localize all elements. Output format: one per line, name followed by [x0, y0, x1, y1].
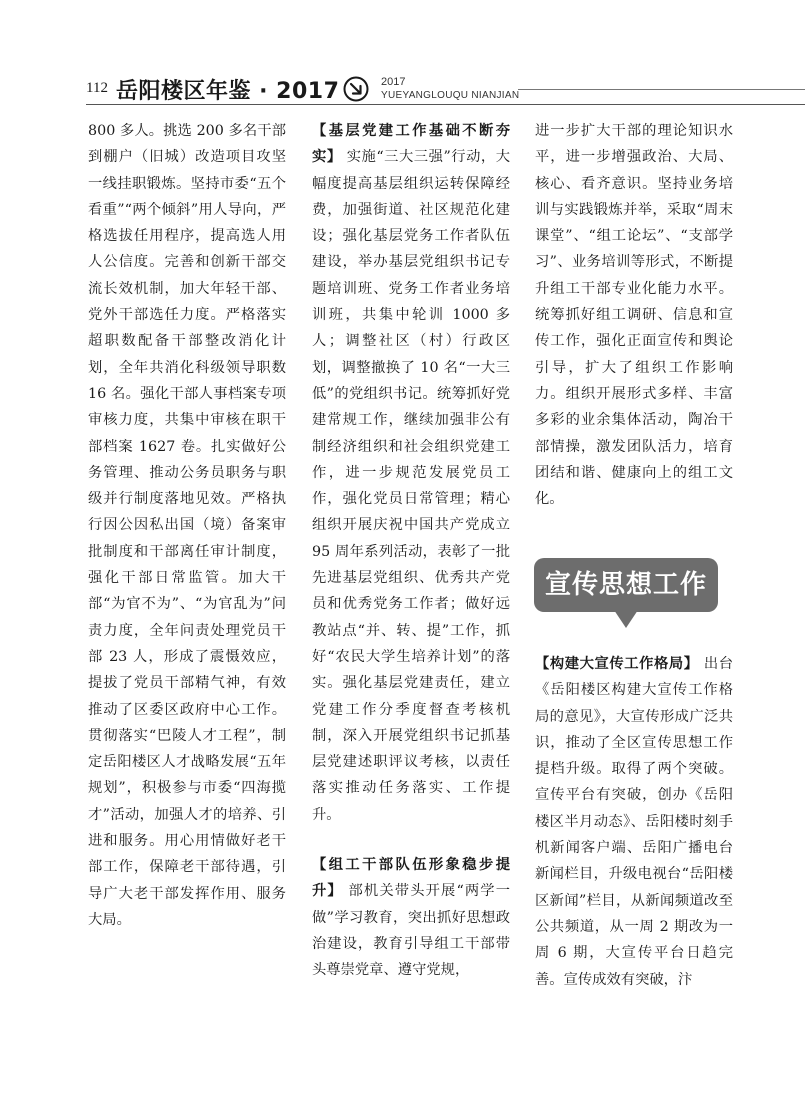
col1-paragraph: 800 多人。挑选 200 多名干部到棚户（旧城）改造项目攻坚一线挂职锻炼。坚持市委“五个看重”“两个倾斜”用人导向，严格选拔任用程序，提高选人用人公信度。完善和创新干部交流长效机制，加大年轻干部、党外干部选任力度。严格落实超职数配备干部整改消化计划，全年共消化科级领导职数 16 名。强化干部人事档案专项审核力度，共集中审核在职干部档案 1627 卷。扎实做好公务管理、推动公务员职务与职级并行制度落地见效。严格执行因公因私出国（境）备案审批制度和干部离任审计制度，强化干部日常监管。加大干部“为官不为”、“为官乱为”问责力度，全年问责处理党员干部 23 人，形成了震慑效应，提拔了党员干部精气神，有效推动了区委区政府中心工作。贯彻落实“巴陵人才工程”，制定岳阳楼区人才战略发展“五年规划”，积极参与市委“四海揽才”活动，加强人才的培养、引进和服务。用心用情做好老干部工作，保障老干部待遇，引导广大老干部发挥作用、服务大局。 — [88, 123, 286, 928]
column-3-lower — [535, 651, 733, 993]
yearbook-title: 岳阳楼区年鉴 · 2017 — [116, 79, 340, 104]
section-title-badge — [534, 558, 718, 612]
column-3 — [535, 118, 733, 512]
col2-p1-body: 实施“三大三强”行动，大幅度提高基层组织运转保障经费，加强街道、社区规范化建设；强化基层党务工作者队伍建设，举办基层党组织书记专题培训班、党务工作者业务培训班，共集中轮训 1000 多人；调整社区（村）行政区划，调整撤换了 10 名“一大三低”的党组织书记。统筹抓好党建常规工作，继续加强非公有制经济组织和社会组织党建工作，进一步规范发展党员工作，强化党员日常管理；精心组织开展庆祝中国共产党成立 95 周年系列活动，表彰了一批先进基层党组织、优秀共产党员和优秀党务工作者；做好远教站点“并、转、提”工作，抓好“农民大学生培养计划”的落实。强化基层党建责任，建立党建工作分季度督查考核机制，深入开展党组织书记抓基层党建述职评议考核，以责任落实推动任务落实、工作提升。 — [312, 149, 511, 823]
col3-paragraph-1: 进一步扩大干部的理论知识水平，进一步增强政治、大局、核心、看齐意识。坚持业务培训与实践锻炼并举，采取“周末课堂”、“组工论坛”、“支部学习”、业务培训等形式，不断提升组工干部专业化能力水平。统筹抓好组工调研、信息和宣传工作，强化正面宣传和舆论引导，扩大了组织工作影响力。组织开展形式多样、丰富多彩的业余集体活动，陶冶干部情操，激发团队活力，培育团结和谐、健康向上的组工文化。 — [535, 123, 733, 508]
col3-p2-heading: 【构建大宣传工作格局】 — [535, 656, 699, 672]
section-title: 宣传思想工作 — [544, 570, 707, 600]
col2-p1-heading: 【基层党建工作基础不断夯实】 — [312, 123, 510, 166]
col2-paragraph-1 — [312, 118, 510, 828]
header-pinyin: YUEYANGLOUQU NIANJIAN — [381, 90, 520, 101]
col3-p2-body: 出台《岳阳楼区构建大宣传工作格局的意见》，大宣传形成广泛共识，推动了全区宣传思想工作提档升级。取得了两个突破。宣传平台有突破，创办《岳阳楼区半月动态》、岳阳楼时刻手机新闻客户端、岳阳广播电台新闻栏目，升级电视台“岳阳楼区新闻”栏目，从新闻频道改至公共频道，从一周 2 期改为一周 6 期，大宣传平台日趋完善。宣传成效有突破，汴 — [535, 656, 734, 988]
header-year: 2017 — [381, 76, 406, 88]
header-rule-upper — [518, 89, 805, 90]
col2-paragraph-2 — [312, 852, 510, 983]
column-2 — [312, 118, 510, 984]
col3-paragraph-2 — [535, 651, 733, 993]
circle-arrow-icon — [343, 76, 369, 102]
col2-p2-body: 部机关带头开展“两学一做”学习教育，突出抓好思想政治建设，教育引导组工干部带头尊崇党章、遵守党规， — [312, 883, 511, 979]
section-badge-pointer — [614, 610, 638, 628]
page-number: 112 — [86, 80, 108, 96]
header-rule — [86, 104, 805, 105]
col2-p2-heading: 【组工干部队伍形象稳步提升】 — [312, 857, 510, 900]
column-1 — [88, 118, 286, 933]
